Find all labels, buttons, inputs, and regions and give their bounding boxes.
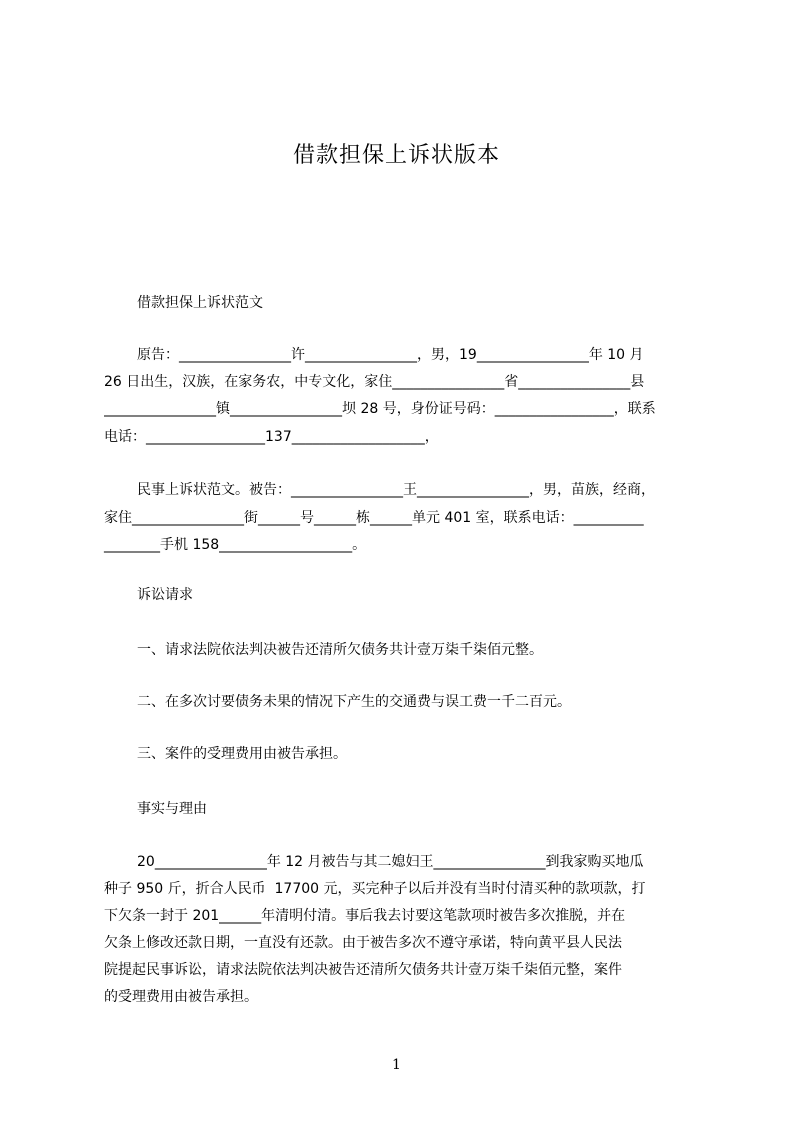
- facts-line-2: 种子 950 斤，折合人民币 17700 元，买完种子以后并没有当时付清买种的款项款，打: [104, 881, 646, 897]
- document-title: 借款担保上诉状版本: [292, 143, 500, 168]
- plaintiff-line-3: ________________镇________________坝 28 号，身份证号码：_________________，联系: [104, 401, 656, 417]
- facts-line-4: 欠条上修改还款日期，一直没有还款。由于被告多次不遵守承诺，特向黄平县人民法: [104, 935, 622, 951]
- defendant-line-3: ________手机 158___________________。: [104, 537, 367, 553]
- plaintiff-line-1: 原告：________________许________________，男，19________________年 10 月: [137, 347, 644, 363]
- facts-heading: 事实与理由: [137, 801, 207, 817]
- claim-item-1: 一、请求法院依法判决被告还清所欠债务共计壹万柒千柒佰元整。: [137, 642, 543, 658]
- plaintiff-line-2: 26 日出生，汉族，在家务农，中专文化，家住________________省________________县: [104, 374, 645, 390]
- facts-line-5: 院提起民事诉讼，请求法院依法判决被告还清所欠债务共计壹万柒千柒佰元整，案件: [104, 962, 622, 978]
- defendant-line-1: 民事上诉状范文。被告：________________王________________，男，苗族，经商，: [137, 482, 655, 498]
- claims-heading: 诉讼请求: [137, 587, 193, 603]
- facts-line-6: 的受理费用由被告承担。: [104, 989, 258, 1005]
- claim-item-2: 二、在多次讨要债务未果的情况下产生的交通费与误工费一千二百元。: [137, 694, 571, 710]
- plaintiff-line-4: 电话：_________________137___________________，: [104, 429, 439, 445]
- facts-line-1: 20________________年 12 月被告与其二媳妇王________________到我家购买地瓜: [137, 854, 644, 870]
- facts-line-3: 下欠条一封于 201______年清明付清。事后我去讨要这笔款项时被告多次推脱，并在: [104, 908, 626, 924]
- document-heading: 借款担保上诉状范文: [137, 295, 263, 311]
- defendant-line-2: 家住________________街______号______栋______单元 401 室，联系电话：__________: [104, 510, 644, 526]
- page-number: 1: [392, 1057, 401, 1073]
- claim-item-3: 三、案件的受理费用由被告承担。: [137, 746, 347, 762]
